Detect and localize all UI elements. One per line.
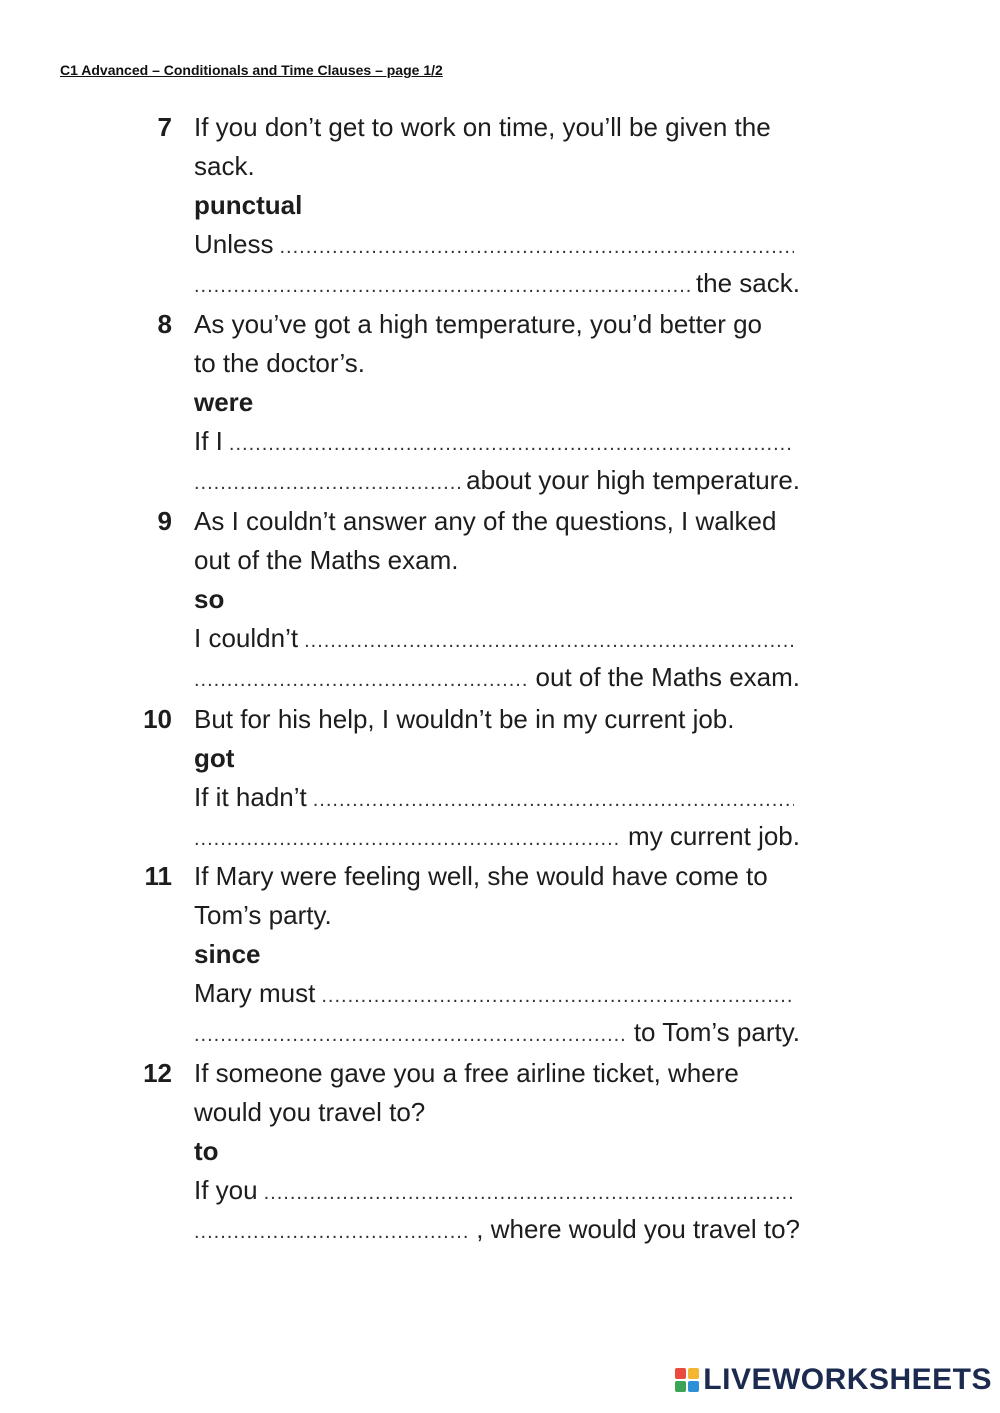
sentence-line: sack. xyxy=(194,151,255,181)
answer-line-start[interactable] xyxy=(194,974,800,1013)
answer-prompt: If I xyxy=(194,426,223,456)
answer-blank[interactable] xyxy=(194,464,460,500)
exercise-number: 11 xyxy=(144,861,172,891)
liveworksheets-logo-icon xyxy=(675,1368,699,1392)
answer-ending: out of the Maths exam. xyxy=(535,662,800,692)
exercise-number: 7 xyxy=(157,112,172,142)
sentence-line: As I couldn’t answer any of the questions, I walked xyxy=(194,506,777,536)
answer-blank[interactable] xyxy=(194,661,530,697)
answer-prompt: Mary must xyxy=(194,978,316,1008)
sentence-line: If you don’t get to work on time, you’ll be given the xyxy=(194,112,771,142)
answer-blank[interactable] xyxy=(229,425,794,461)
sentence-line: If someone gave you a free airline ticket, where xyxy=(194,1058,739,1088)
liveworksheets-logo[interactable] xyxy=(675,1363,992,1397)
sentence-line: out of the Maths exam. xyxy=(194,545,459,575)
logo-square-yellow xyxy=(688,1368,699,1379)
answer-line-start[interactable] xyxy=(194,422,800,461)
logo-square-blue xyxy=(688,1381,699,1392)
answer-blank[interactable] xyxy=(321,977,794,1013)
logo-square-red xyxy=(675,1368,686,1379)
keyword: were xyxy=(194,387,254,417)
keyword: got xyxy=(194,743,235,773)
answer-line-end[interactable] xyxy=(194,658,800,697)
answer-blank[interactable] xyxy=(279,228,794,264)
sentence-line: to the doctor’s. xyxy=(194,348,366,378)
answer-prompt: I couldn’t xyxy=(194,623,299,653)
brand-name: LIVEWORKSHEETS xyxy=(703,1363,992,1396)
answer-blank[interactable] xyxy=(194,1213,470,1249)
sentence-line: As you’ve got a high temperature, you’d better go xyxy=(194,309,763,339)
answer-line-end[interactable] xyxy=(194,1210,800,1249)
answer-line-start[interactable] xyxy=(194,1171,800,1210)
answer-prompt: If you xyxy=(194,1175,258,1205)
logo-square-green xyxy=(675,1381,686,1392)
answer-blank[interactable] xyxy=(194,820,622,856)
answer-line-start[interactable] xyxy=(194,225,800,264)
exercise-number: 10 xyxy=(143,704,172,734)
answer-blank[interactable] xyxy=(313,781,794,817)
exercise-number: 12 xyxy=(143,1058,172,1088)
answer-prompt: Unless xyxy=(194,229,274,259)
answer-ending: , where would you travel to? xyxy=(476,1214,800,1244)
sentence-line: Tom’s party. xyxy=(194,900,332,930)
answer-prompt: If it hadn’t xyxy=(194,782,307,812)
sentence-line: But for his help, I wouldn’t be in my current job. xyxy=(194,704,735,734)
answer-blank[interactable] xyxy=(264,1174,794,1210)
keyword: punctual xyxy=(194,190,303,220)
answer-line-start[interactable] xyxy=(194,778,800,817)
answer-blank[interactable] xyxy=(194,1016,628,1052)
sentence-line: If Mary were feeling well, she would have come to xyxy=(194,861,768,891)
sentence-line: would you travel to? xyxy=(194,1097,426,1127)
answer-ending: to Tom’s party. xyxy=(633,1017,800,1047)
page-title: C1 Advanced – Conditionals and Time Clauses – page 1/2 xyxy=(60,62,443,78)
answer-blank[interactable] xyxy=(304,622,794,658)
answer-line-end[interactable] xyxy=(194,461,800,500)
exercise-number: 8 xyxy=(157,309,172,339)
answer-line-start[interactable] xyxy=(194,619,800,658)
keyword: so xyxy=(194,584,225,614)
answer-ending: about your high temperature. xyxy=(466,465,800,495)
answer-line-end[interactable] xyxy=(194,264,800,303)
answer-line-end[interactable] xyxy=(194,817,800,856)
answer-ending: the sack. xyxy=(695,268,800,298)
answer-line-end[interactable] xyxy=(194,1013,800,1052)
keyword: to xyxy=(194,1136,219,1166)
answer-ending: my current job. xyxy=(628,821,800,851)
exercise-number: 9 xyxy=(157,506,172,536)
answer-blank[interactable] xyxy=(194,267,690,303)
keyword: since xyxy=(194,939,261,969)
